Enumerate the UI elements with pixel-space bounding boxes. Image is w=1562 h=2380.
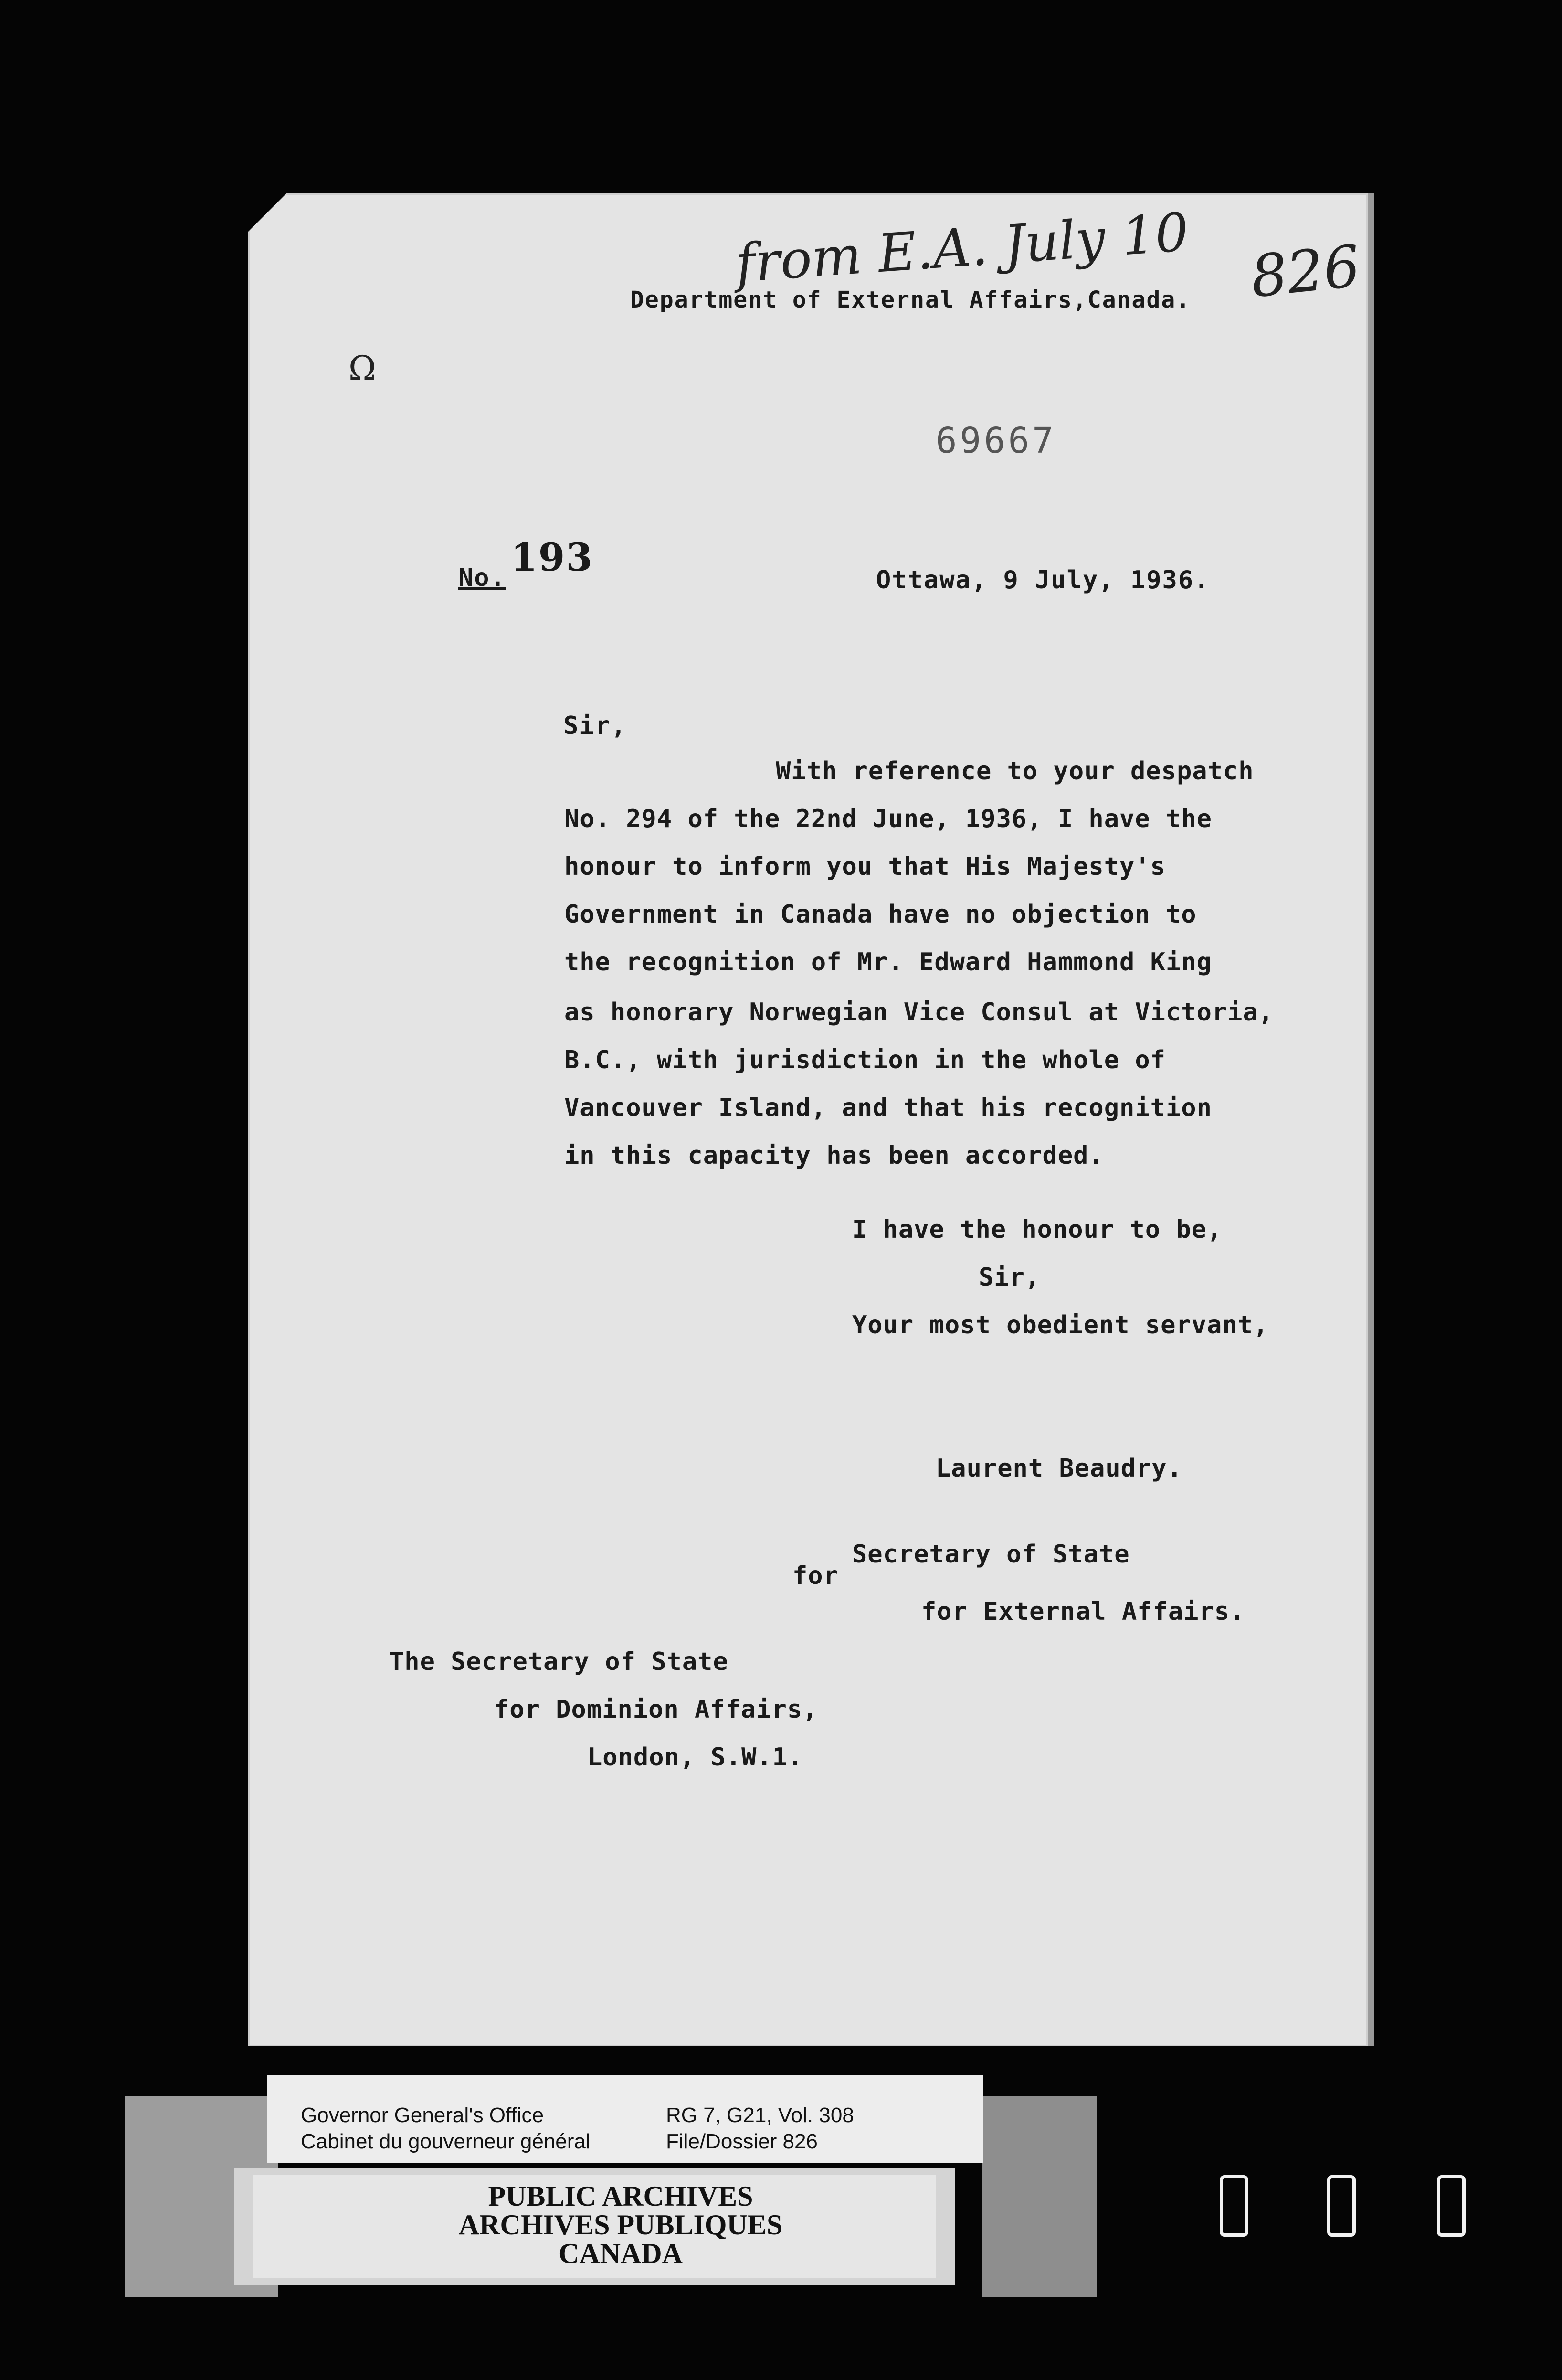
despatch-number: 193 <box>511 535 593 580</box>
body-line: No. 294 of the 22nd June, 1936, I have the <box>564 805 1212 833</box>
handwritten-note: from E.A. July 10 <box>733 201 1191 295</box>
margin-mark: Ω <box>348 349 377 388</box>
frame-counter-digit <box>1220 2175 1248 2237</box>
body-line: B.C., with jurisdiction in the whole of <box>564 1046 1166 1074</box>
body-line: in this capacity has been accorded. <box>564 1141 1104 1170</box>
salutation: Sir, <box>563 712 627 740</box>
archive-mount-right <box>982 2096 1097 2297</box>
addressee-line: The Secretary of State <box>389 1647 728 1676</box>
body-line: honour to inform you that His Majesty's <box>564 852 1166 881</box>
file-reference: File/Dossier 826 <box>666 2130 818 2153</box>
closing-line: Your most obedient servant, <box>852 1311 1269 1339</box>
frame-counter-digit <box>1327 2175 1356 2237</box>
closing-line: Sir, <box>979 1263 1041 1292</box>
place-date: Ottawa, 9 July, 1936. <box>876 566 1210 595</box>
handwritten-page-number: 826 <box>1247 233 1363 311</box>
signature-for: for <box>792 1562 839 1590</box>
archives-fr: ARCHIVES PUBLIQUES <box>458 2209 783 2241</box>
page-corner-fold <box>248 193 286 232</box>
frame-counter-digit <box>1437 2175 1466 2237</box>
archives-country: CANADA <box>559 2238 683 2269</box>
archives-en: PUBLIC ARCHIVES <box>488 2180 753 2212</box>
registry-stamp: 69667 <box>936 420 1056 461</box>
office-fr: Cabinet du gouverneur général <box>301 2130 591 2153</box>
body-line: With reference to your despatch <box>776 757 1254 786</box>
body-line: as honorary Norwegian Vice Consul at Victoria, <box>564 998 1274 1027</box>
department-heading: Department of External Affairs,Canada. <box>630 287 1191 313</box>
signature: Laurent Beaudry. <box>936 1454 1182 1483</box>
signature-title: for External Affairs. <box>921 1597 1245 1626</box>
addressee-line: London, S.W.1. <box>587 1743 803 1772</box>
despatch-number-prefix: No. <box>458 563 506 592</box>
body-line: the recognition of Mr. Edward Hammond King <box>564 948 1212 977</box>
body-line: Government in Canada have no objection to <box>564 900 1197 929</box>
body-line: Vancouver Island, and that his recognition <box>564 1094 1212 1122</box>
closing-line: I have the honour to be, <box>852 1215 1223 1244</box>
addressee-line: for Dominion Affairs, <box>494 1695 818 1724</box>
record-group-reference: RG 7, G21, Vol. 308 <box>666 2104 854 2127</box>
office-en: Governor General's Office <box>301 2104 544 2127</box>
signature-title: Secretary of State <box>852 1540 1130 1569</box>
